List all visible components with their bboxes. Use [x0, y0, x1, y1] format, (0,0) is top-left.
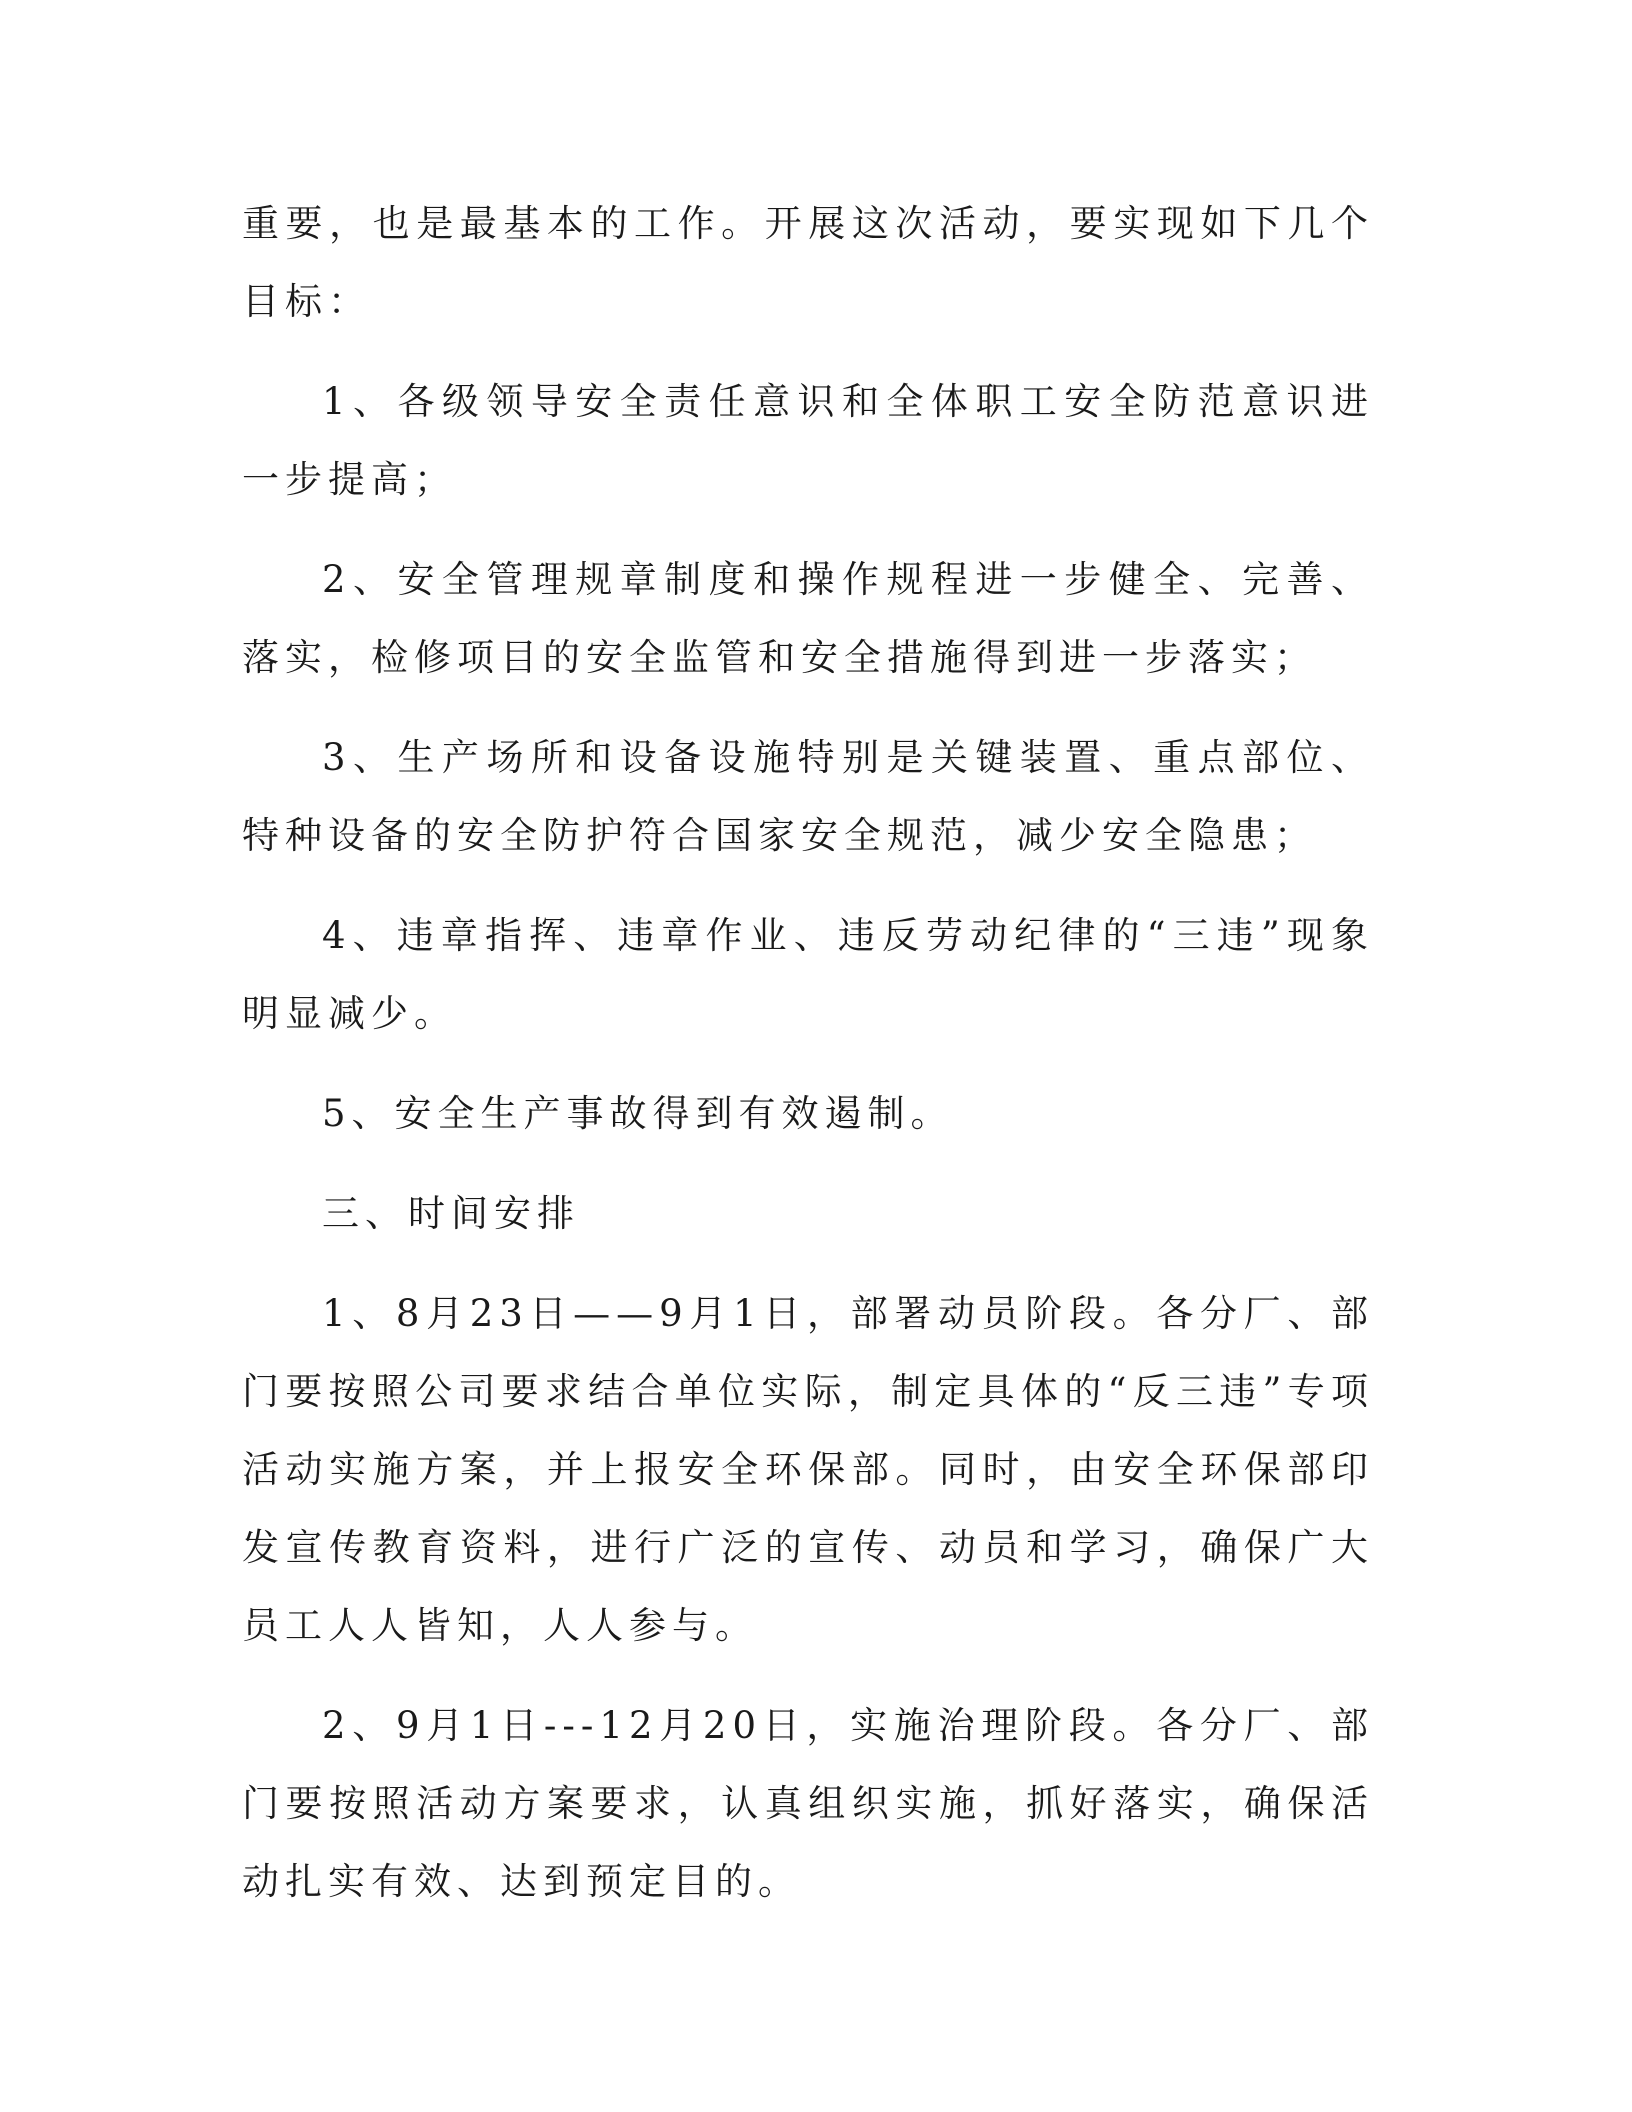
document-body — [242, 185, 1374, 1921]
paragraph-goal-2: 2、安全管理规章制度和操作规程进一步健全、完善、落实，检修项目的安全监管和安全措施得到进一步落实； — [242, 558, 1374, 679]
paragraph-schedule-2: 2、9月1日---12月20日，实施治理阶段。各分厂、部门要按照活动方案要求，认真组织实施，抓好落实，确保活动扎实有效、达到预定目的。 — [242, 1704, 1374, 1903]
paragraph-goal-1: 1、各级领导安全责任意识和全体职工安全防范意识进一步提高； — [242, 380, 1374, 501]
paragraph-goal-5: 5、安全生产事故得到有效遏制。 — [322, 1092, 954, 1135]
paragraph-schedule-1: 1、8月23日——9月1日，部署动员阶段。各分厂、部门要按照公司要求结合单位实际，制定具体的“反三违”专项活动实施方案，并上报安全环保部。同时，由安全环保部印发宣传教育资料，进行广泛的宣传、动员和学习，确保广大员工人人皆知，人人参与。 — [242, 1292, 1374, 1647]
paragraph-goal-4: 4、违章指挥、违章作业、违反劳动纪律的“三违”现象明显减少。 — [242, 914, 1374, 1035]
section-heading-schedule: 三、时间安排 — [322, 1192, 580, 1235]
paragraph-goal-3: 3、生产场所和设备设施特别是关键装置、重点部位、特种设备的安全防护符合国家安全规范，减少安全隐患； — [242, 736, 1374, 857]
paragraph-goals-intro: 重要，也是最基本的工作。开展这次活动，要实现如下几个目标： — [242, 202, 1374, 323]
